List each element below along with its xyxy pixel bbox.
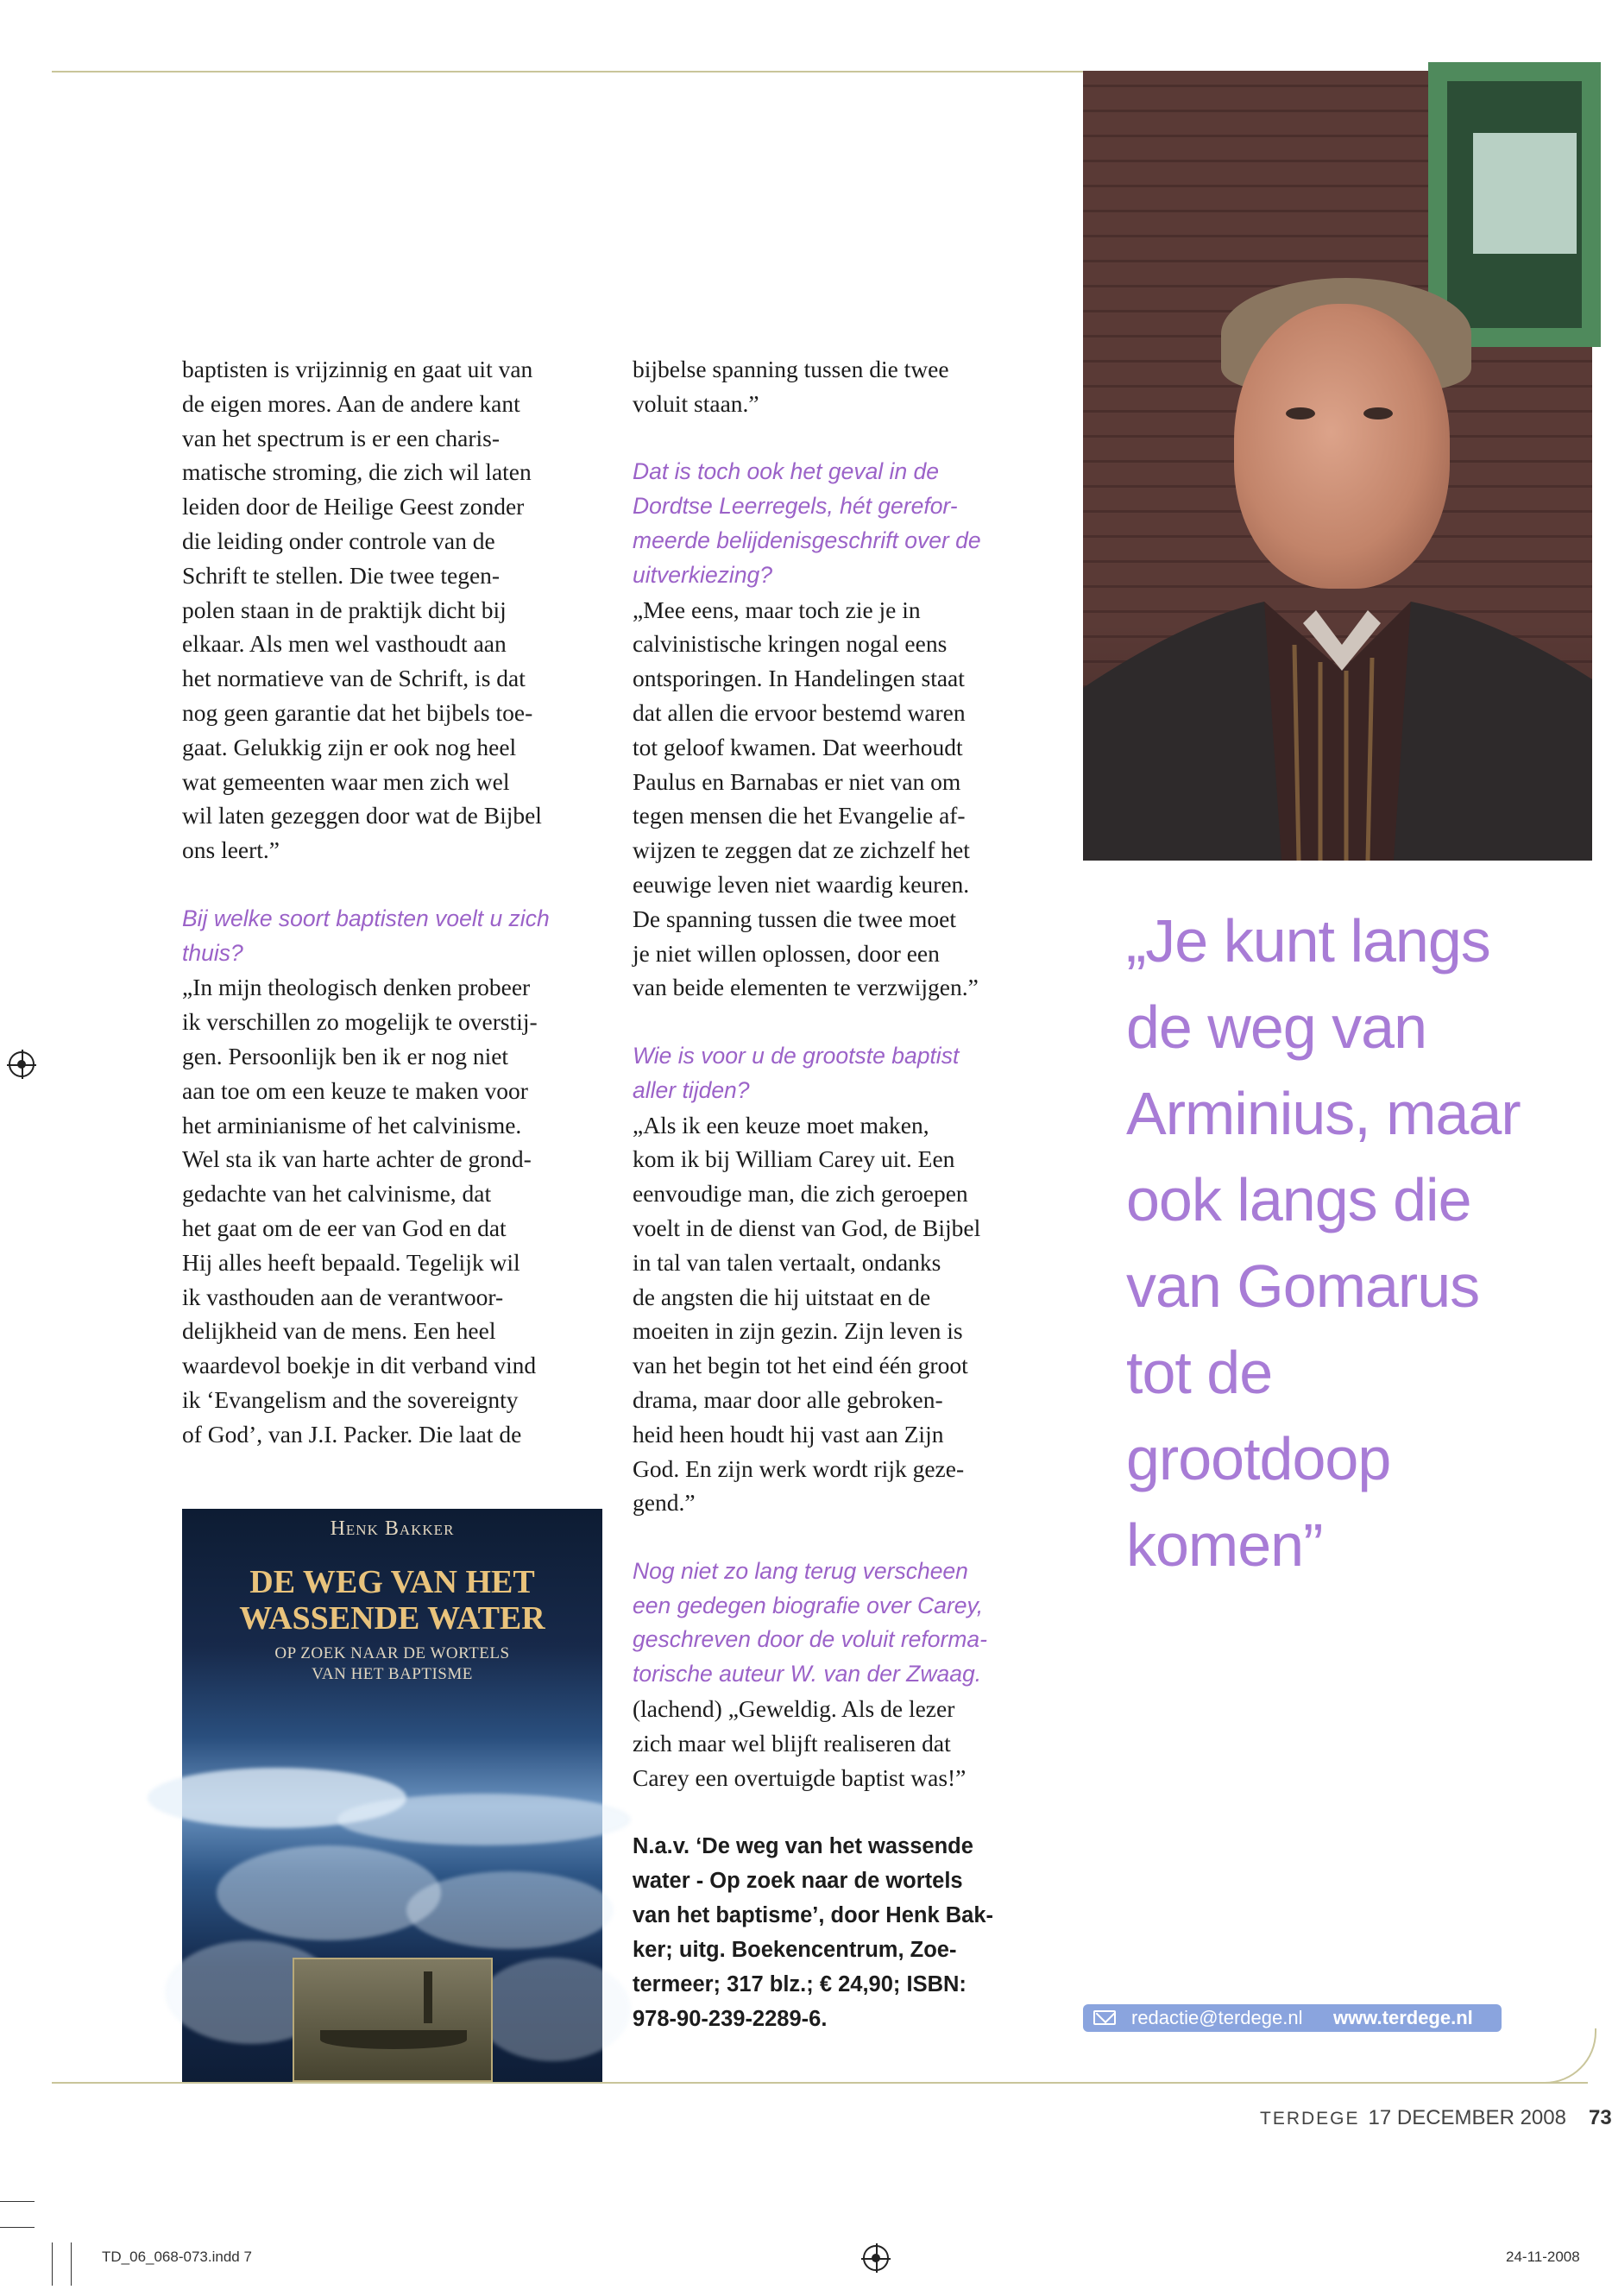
interview-question-4: Nog niet zo lang terug verscheen een gedegen biografie over Carey, geschreven door de voluit reforma- torische auteur W. van der Zwaag. — [633, 1557, 987, 1687]
book-subtitle: OP ZOEK NAAR DE WORTELS VAN HET BAPTISME — [274, 1644, 510, 1683]
interview-answer-2: „Mee eens, maar toch zie je in calvinistische kringen nogal eens ontsporingen. In Handelingen staat dat allen die ervoor bestemd waren tot geloof kwamen. Dat weerhoudt Paulus en Barnabas er niet van om tegen mensen die het Evangelie af- wijzen te zeggen dat ze zichzelf het eeuwige leven niet waardig keuren. De spanning tussen die twee moet je niet willen oplossen, door een van beide elementen te verzwijgen.” — [633, 596, 979, 1001]
page-corner-bottom — [1536, 2028, 1596, 2084]
text-column-middle — [633, 352, 1055, 2036]
footer-date: 17 DECEMBER 2008 — [1368, 2106, 1566, 2129]
book-title: DE WEG VAN HET WASSENDE WATER — [239, 1564, 545, 1637]
book-credit: N.a.v. ‘De weg van het wassende water - Op zoek naar de wortels van het baptisme’, door Henk Bak- ker; uitg. Boekencentrum, Zoe- termeer; 317 blz.; € 24,90; ISBN: 978-90-239-2289-6. — [633, 1834, 994, 2032]
book-author: Henk Bakker — [330, 1517, 455, 1540]
interview-question-3: Wie is voor u de grootste baptist aller tijden? — [633, 1042, 960, 1103]
interview-question-2: Dat is toch ook het geval in de Dordtse Leerregels, hét gerefor- meerde belijdenisgeschrift over de uitverkiezing? — [633, 458, 981, 588]
contact-email-link[interactable]: redactie@terdege.nl — [1131, 2007, 1303, 2028]
envelope-icon — [1093, 2010, 1116, 2025]
crop-mark — [52, 2242, 53, 2286]
registration-mark-icon — [863, 2245, 889, 2271]
print-slug-date: 24-11-2008 — [1506, 2249, 1580, 2265]
portrait-photo — [1083, 71, 1592, 861]
interview-answer-3: „Als ik een keuze moet maken, kom ik bij William Carey uit. Een eenvoudige man, die zich geroepen voelt in de dienst van God, de Bijbel in tal van talen vertaalt, ondanks de angsten die hij uitstaat en de moeiten in zijn gezin. Zijn leven is van het begin tot het eind één groot drama, maar door alle gebroken- heid heen houdt hij vast aan Zijn God. En zijn werk wordt rijk geze- gend.” — [633, 1111, 981, 1517]
paragraph-intro-left: baptisten is vrijzinnig en gaat uit van de eigen mores. Aan de andere kant van het spectrum is er een charis- matische stroming, die zich wil laten leiden door de Heilige Geest zonder die leiding onder controle van de Schrift te stellen. Die twee tegen- polen staan in de praktijk dicht bij elkaar. Als men wel vasthoudt aan het normatieve van de Schrift, is dat nog geen garantie dat het bijbels toe- gaat. Gelukkig zijn er ook nog heel wat gemeenten waar men zich wel wil laten gezeggen door wat de Bijbel ons leert.” — [182, 356, 542, 864]
photo-window — [1428, 62, 1601, 347]
interview-answer-4: (lachend) „Geweldig. Als de lezer zich maar wel blijft realiseren dat Carey een overtuigde baptist was!” — [633, 1695, 967, 1791]
top-rule — [52, 71, 1083, 73]
interview-answer-1: „In mijn theologisch denken probeer ik verschillen zo mogelijk te overstij- gen. Persoonlijk ben ik er nog niet aan toe om een keuze te maken voor het arminianisme of het calvinisme. Wel sta ik van harte achter de grond- gedachte van het calvinisme, dat het gaat om de eer van God en dat Hij alles heeft bepaald. Tegelijk wil ik vasthouden aan de verantwoor- delijkheid van de mens. Een heel waardevol boekje in dit verband vind ik ‘Evangelism and the sovereignty of God’, van J.I. Packer. Die laat de — [182, 974, 538, 1448]
pull-quote: „Je kunt langs de weg van Arminius, maar ook langs die van Gomarus tot de grootdoop komen” — [1126, 907, 1521, 1579]
text-column-left — [182, 352, 605, 1452]
page-footer — [1260, 2103, 1612, 2135]
footer-magazine: TERDEGE — [1260, 2109, 1360, 2129]
registration-mark-icon — [9, 1051, 35, 1077]
crop-mark — [0, 2201, 35, 2202]
interview-question-1: Bij welke soort baptisten voelt u zich thuis? — [182, 905, 550, 966]
contact-bar — [1083, 2004, 1502, 2032]
bottom-rule — [52, 2082, 1588, 2084]
paragraph-intro-middle: bijbelse spanning tussen die twee voluit staan.” — [633, 356, 949, 417]
print-slug-file: TD_06_068-073.indd 7 — [102, 2249, 252, 2265]
book-engraving-image — [293, 1958, 493, 2082]
crop-mark — [71, 2242, 72, 2286]
portrait-face — [1234, 304, 1450, 589]
book-cover — [182, 1509, 602, 2082]
page-number: 73 — [1588, 2106, 1612, 2129]
crop-mark — [0, 2227, 35, 2228]
contact-website-link[interactable]: www.terdege.nl — [1333, 2007, 1473, 2028]
portrait-jacket — [1083, 541, 1592, 861]
